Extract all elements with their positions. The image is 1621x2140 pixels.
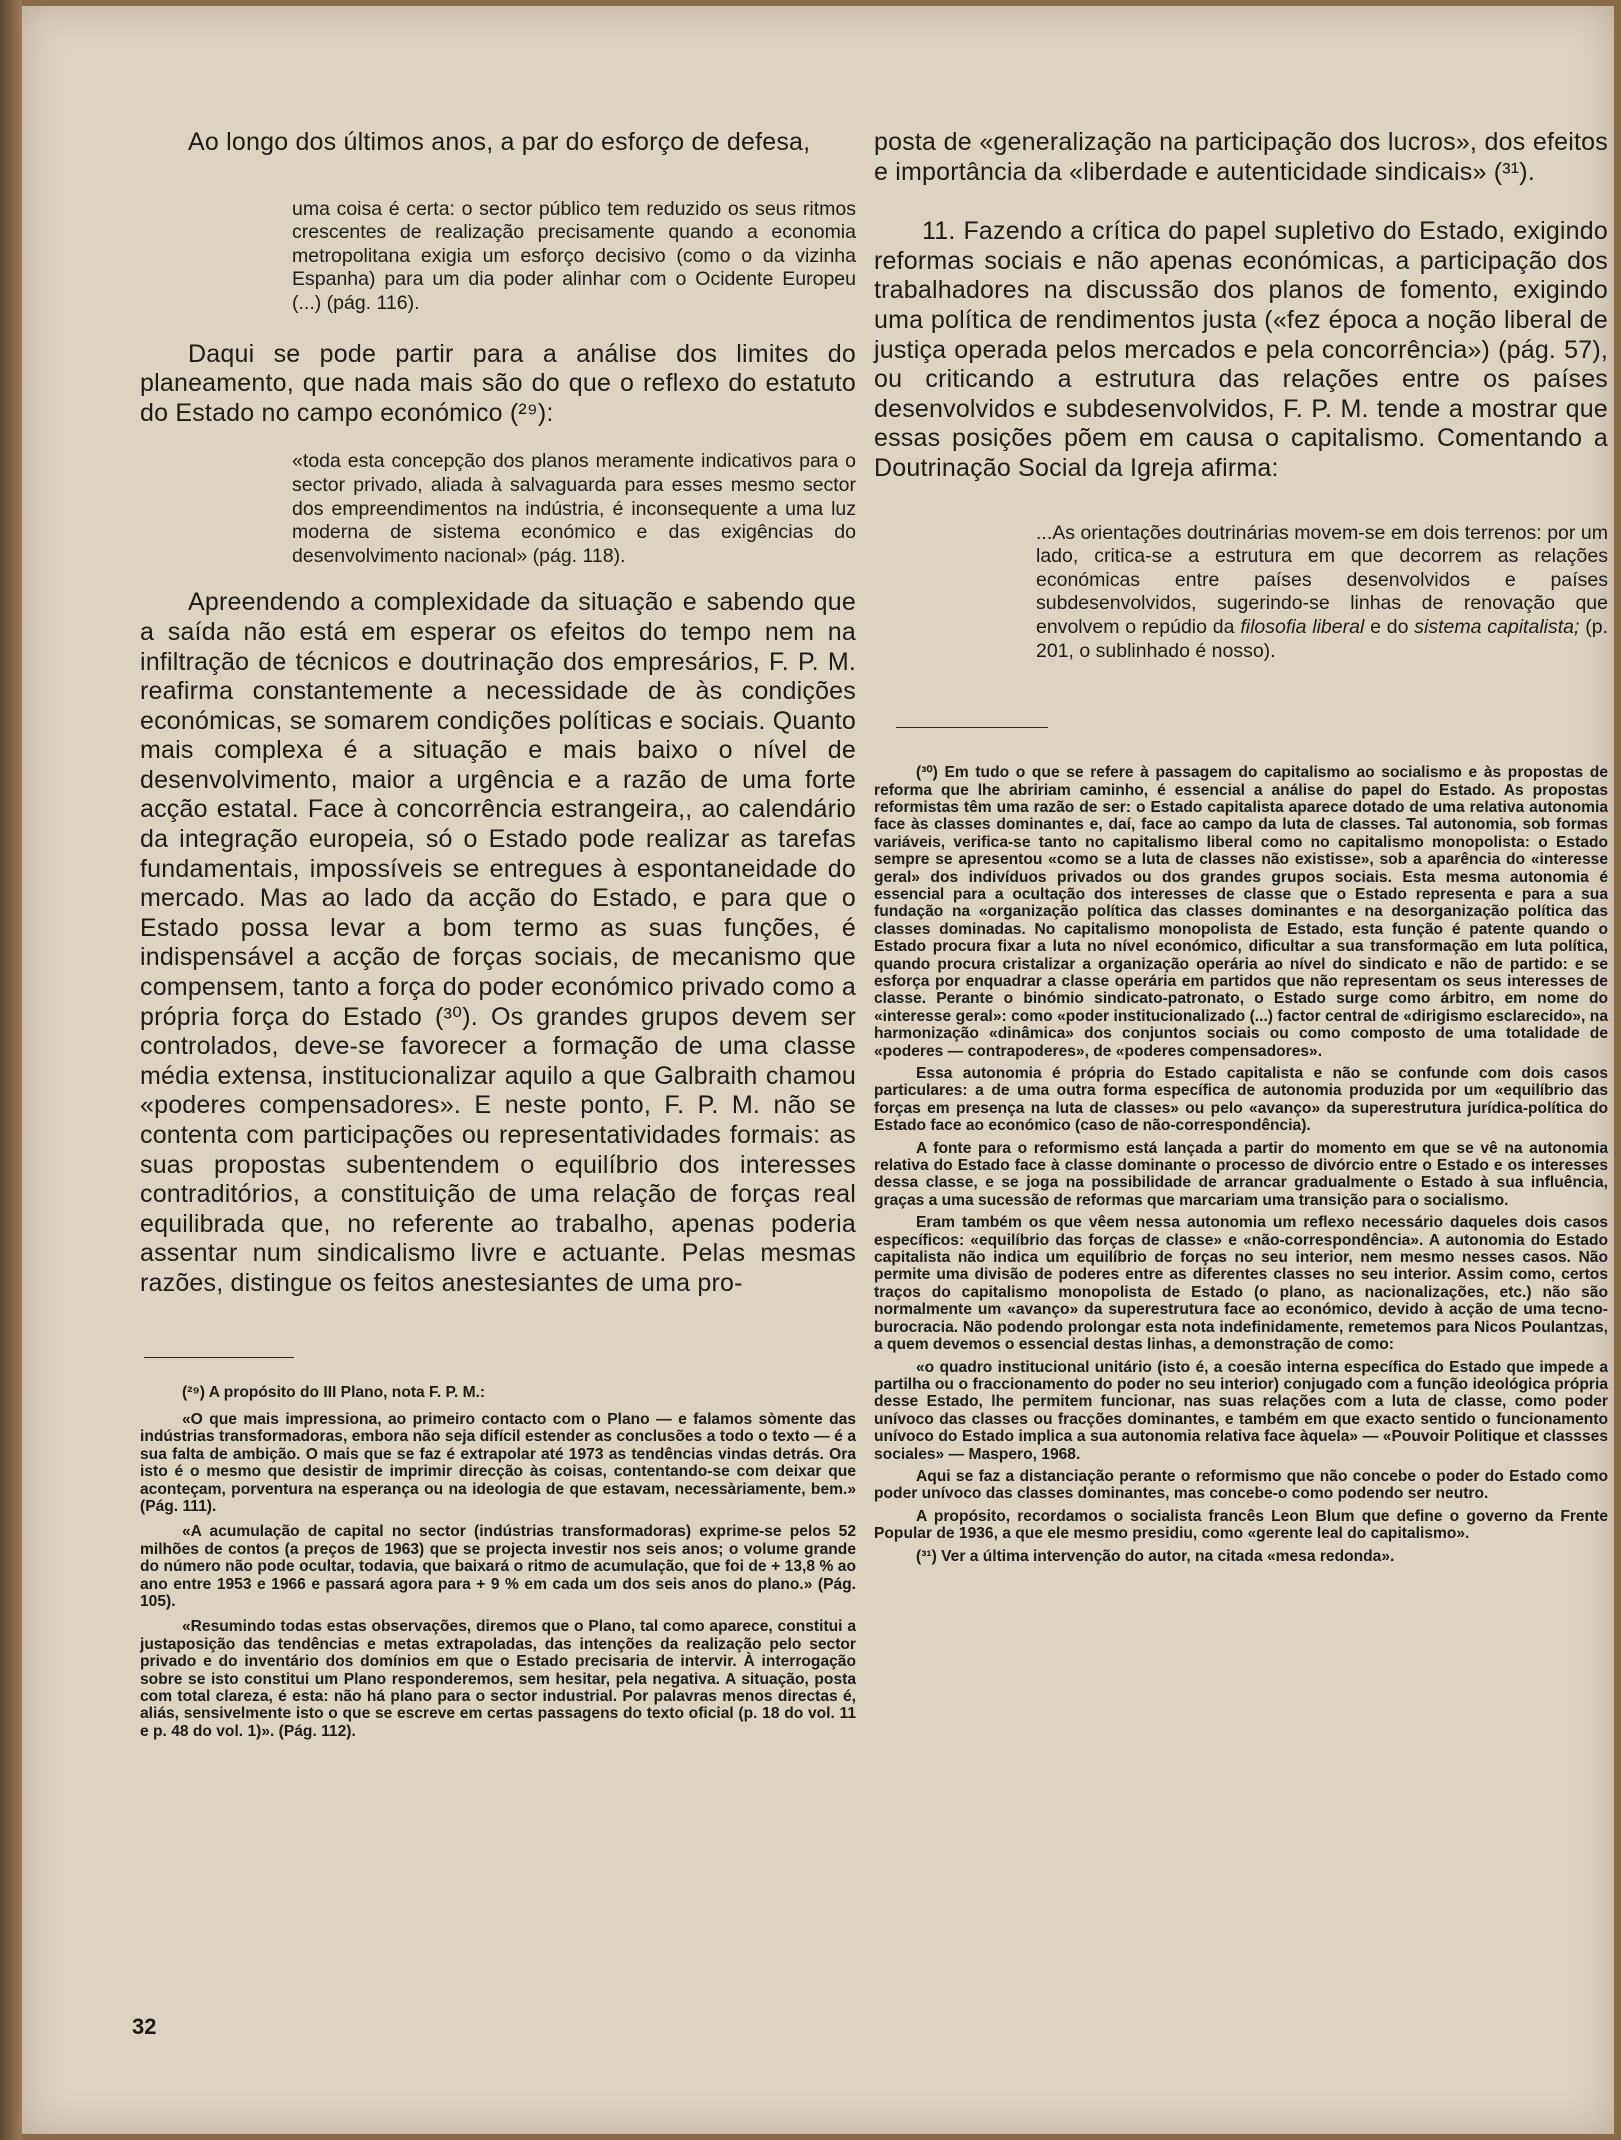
footnote-29-quote: «Resumindo todas estas observações, diremos que o Plano, tal como aparece, constitui a justaposição das tendências e metas extrapoladas, das intenções da realização pelo sector privado e do inventário dos domínios em que o Estado precisaria de intervir. À interrogação sobre se isto constitui um Plano responderemos, sem hesitar, pela negativa. A situação, posta com total clareza, é esta: não há plano para o sector industrial. Por palavras menos directas é, aliás, sensivelmente isto o que se escreve em certas passagens do texto oficial (p. 18 do vol. 11 e p. 48 do vol. 1)». (Pág. 112). [140, 1618, 856, 1740]
emphasis: filosofia liberal [1240, 615, 1365, 638]
footnote-29-title: (²⁹) A propósito do III Plano, nota F. P. M.: [182, 1383, 486, 1401]
right-column [874, 128, 1608, 1565]
footnote-separator [144, 1357, 294, 1358]
left-column [140, 128, 856, 1740]
paragraph: Daqui se pode partir para a análise dos limites do planeamento, que nada mais são do que o reflexo do estatuto do Estado no campo económico (²⁹): [140, 339, 856, 427]
blockquote [292, 198, 856, 316]
blockquote [1036, 522, 1608, 664]
paragraph: posta de «generalização na participação dos lucros», dos efeitos e importância da «liberdade e autenticidade sindicais» (³¹). [874, 128, 1608, 186]
paragraph: 11. Fazendo a crítica do papel supletivo do Estado, exigindo reformas sociais e não apenas económicas, a participação dos trabalhadores na discussão dos planos de fomento, exigindo uma política de rendimentos justa («fez época a noção liberal de justiça operada pelos mercados e pela concorrência») (pág. 57), ou criticando a estrutura das relações entre os países desenvolvidos e subdesenvolvidos, F. P. M. tende a mostrar que essas posições põem em causa o capitalismo. Comentando a Doutrinação Social da Igreja afirma: [874, 217, 1608, 482]
blockquote [292, 450, 856, 568]
footnote-30-paragraph: Aqui se faz a distanciação perante o reformismo que não concebe o poder do Estado como poder unívoco das classes dominantes, mas concebe-o como podendo ser neutro. [874, 1467, 1608, 1503]
paragraph: Ao longo dos últimos anos, a par do esforço de defesa, [188, 128, 811, 156]
footnote-30-paragraph: A propósito, recordamos o socialista francês Leon Blum que define o governo da Frente Popular de 1936, a que ele mesmo presidiu, como «gerente leal do capitalismo». [874, 1507, 1608, 1543]
footnote-30-quote: «o quadro institucional unitário (isto é, a coesão interna específica do Estado que impede a partilha ou o fraccionamento do poder no seu interior) conjugado com a função ideológica própria desse Estado, lhe permitem funcionar, nas suas relações com a luta de classe, como poder unívoco das classes ou fracções dominantes, e também em que exacto sentido o funcionamento unívoco do Estado implica a sua autonomia relativa face àquela» — «Pouvoir Politique et classses sociales» — Maspero, 1968. [874, 1358, 1608, 1463]
quote-text: ...As orientações doutrinárias movem-se em dois terrenos: por um lado, critica-se a estrutura em que decorrem as relações económicas entre países desenvolvidos e países subdesenvolvidos, sugerindo-se linhas de renovação que envolvem o repúdio da filosofia liberal e do sistema capitalista; (p. 201, o sublinhado é nosso). [1036, 521, 1608, 662]
page-binding-edge [0, 0, 22, 2140]
footnote-31: (³¹) Ver a última intervenção do autor, na citada «mesa redonda». [916, 1547, 1395, 1565]
footnote-separator [896, 727, 1048, 728]
footnotes-left [140, 1384, 856, 1741]
footnote-30: (³⁰) Em tudo o que se refere à passagem do capitalismo ao socialismo e às propostas de reforma que lhe abririam caminho, é essencial a análise do papel do Estado. As propostas reformistas têm uma razão de ser: o Estado capitalista aparece dotado de uma relativa autonomia face às classes dominantes e, daí, face ao campo da luta de classes. Tal autonomia, sob formas variáveis, verifica-se tanto no capitalismo liberal como no capitalismo monopolista: o Estado sempre se apresentou «como se a luta de classes não existisse», sob a aparência do «interesse geral» dos indivíduos privados ou dos grandes grupos sociais. Esta mesma autonomia é essencial para a ocultação dos interesses de classe que o Estado representa e para a sua fundação na «organização política das classes dominantes e na desorganização política das classes dominadas. No capitalismo monopolista de Estado, esta função é patente quando o Estado procura fixar a luta no nível económico, dificultar a sua transformação em luta política, quando procura cristalizar a organização operária ao nível do sindicato e não de partido: e se esforça por enquadrar a classe operária em partidos que não representam os seus interesses de classe. Perante o binómio sindicato-patronato, o Estado surge como árbitro, em nome do «interesse geral»: como «poder institucionalizado (...) factor central de «dirigismo esclarecido», na harmonização «dinâmica» dos conjuntos sociais ou como composto de uma totalidade de «poderes — contrapoderes», de «poderes compensadores». [874, 764, 1608, 1060]
footnote-30-paragraph: Essa autonomia é própria do Estado capitalista e não se confunde com dois casos particulares: a de uma outra forma específica de autonomia produzida por um «equilíbrio das forças em presença na luta de classes» ou pelo «avanço» da superestrutura jurídica-política do Estado face ao económico (caso de não-correspondência). [874, 1065, 1608, 1135]
footnote-29-quote: «O que mais impressiona, ao primeiro contacto com o Plano — e falamos sòmente das indústrias transformadoras, embora não seja difícil estender as conclusões a todo o texto — é a sua falta de ambição. O mais que se faz é extrapolar até 1973 as tendências vindas detrás. Ora isto é o mesmo que desistir de imprimir direcção às coisas, contentando-se com deixar que aconteçam, porventura na esperança ou na ideologia de que estavam, necessàriamente, bem.» (Pág. 111). [140, 1410, 856, 1515]
magazine-page [22, 6, 1614, 2134]
quote-text: uma coisa é certa: o sector público tem reduzido os seus ritmos crescentes de realização precisamente quando a economia metropolitana exigia um esforço decisivo (como o da vizinha Espanha) para um dia poder alinhar com o Ocidente Europeu (...) (pág. 116). [292, 197, 856, 314]
page-number: 32 [132, 2014, 157, 2039]
footnote-30-paragraph: A fonte para o reformismo está lançada a partir do momento em que se vê na autonomia relativa do Estado face à classe dominante o processo de divórcio entre o Estado e os interesses dessa classe, e se joga na possibilidade de arrancar gradualmente o Estado à sua influência, graças a uma sucessão de reformas que marcariam uma transição para o socialismo. [874, 1139, 1608, 1209]
quote-text: «toda esta concepção dos planos meramente indicativos para o sector privado, aliada à salvaguarda para esses mesmo sector dos empreendimentos na indústria, é inconsequente a uma luz moderna de sistema económico e das exigências do desenvolvimento nacional» (pág. 118). [292, 450, 856, 567]
footnote-29-quote: «A acumulação de capital no sector (indústrias transformadoras) exprime-se pelos 52 milhões de contos (a preços de 1963) que se projecta investir nos seis anos; o volume grande do número não pode ocultar, todavia, que baixará o ritmo de acumulação, que foi de + 13,8 % ao ano entre 1953 e 1966 e passará agora para + 9 % em cada um dos seis anos do plano.» (Pág. 105). [140, 1523, 856, 1611]
emphasis: sistema capitalista; [1414, 615, 1580, 638]
footnotes-right [874, 764, 1608, 1565]
paragraph: Apreendendo a complexidade da situação e sabendo que a saída não está em esperar os efeitos do tempo nem na infiltração de técnicos e doutrinação dos empresários, F. P. M. reafirma constantemente a necessidade de às condições económicas, se somarem condições políticas e sociais. Quanto mais complexa é a situação e mais baixo o nível de desenvolvimento, maior a urgência e a razão de uma forte acção estatal. Face à concorrência estrangeira,, ao calendário da integração europeia, só o Estado pode realizar as tarefas fundamentais, impossíveis se entregues à espontaneidade do mercado. Mas ao lado da acção do Estado, e para que o Estado possa levar a bom termo as suas funções, é indispensável a acção de forças sociais, de mecanismo que compensem, tanto a força do poder económico privado como a própria força do Estado (³⁰). Os grandes grupos devem ser controlados, deve-se favorecer a formação de uma classe média extensa, institucionalizar aquilo a que Galbraith chamou «poderes compensadores». E neste ponto, F. P. M. não se contenta com participações ou representatividades formais: as suas propostas subentendem o equilíbrio dos interesses contraditórios, a constituição de uma relação de forças real equilibrada que, no referente ao trabalho, apenas poderia assentar num sindicalismo livre e actuante. Pelas mesmas razões, distingue os feitos anestesiantes de uma pro- [140, 588, 856, 1297]
footnote-30-paragraph: Eram também os que vêem nessa autonomia um reflexo necessário daqueles dois casos específicos: «equilíbrio das forças de classe» e «não-correspondência». A autonomia do Estado capitalista não indica um equilíbrio de forças no seu interior, nem mesmo nesses casos. Não permite uma divisão de poderes entre as diferentes classes no seu interior. Assim como, certos traços do capitalismo monopolista de Estado (o plano, as nacionalizações, etc.) não são normalmente um «avanço» da superestrutura face ao económico, devido à acção de uma tecno-burocracia. Não podendo prolongar esta nota indefinidamente, remetemos para Nicos Poulantzas, a quem devemos o essencial destas linhas, a demonstração de como: [874, 1214, 1608, 1354]
